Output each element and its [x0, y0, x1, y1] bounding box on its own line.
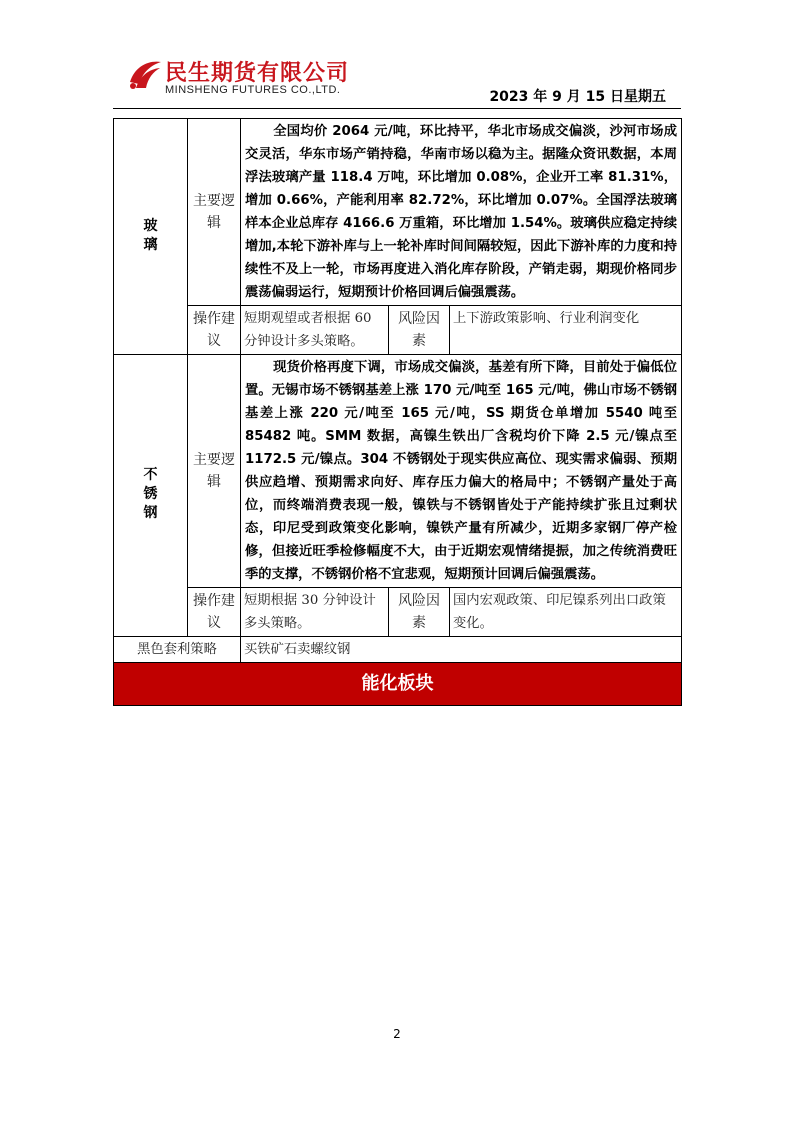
- arbitrage-value: 买铁矿石卖螺纹钢: [241, 637, 682, 663]
- company-logo-icon: [127, 58, 163, 90]
- arbitrage-label: 黑色套利策略: [114, 637, 241, 663]
- logic-text-glass: 全国均价 2064 元/吨，环比持平，华北市场成交偏淡，沙河市场成交灵活，华东市场产销持稳，华南市场以稳为主。据隆众资讯数据，本周浮法玻璃产量 118.4 万吨，环比增加 0.08%，企业开工率 81.31%，增加 0.66%，产能利用率 82.72%，环比增加 0.07%。全国浮法玻璃样本企业总库存 4166.6 万重箱，环比增加 1.54%。玻璃供应稳定持续增加,本轮下游补库与上一轮补库时间间隔较短，因此下游补库的力度和持续性不及上一轮，市场再度进入消化库存阶段，产销走弱，期现价格同步震荡偏弱运行，短期预计价格回调后偏强震荡。: [241, 119, 682, 306]
- logic-text-stainless: 现货价格再度下调，市场成交偏淡，基差有所下降，目前处于偏低位置。无锡市场不锈钢基差上涨 170 元/吨至 165 元/吨，佛山市场不锈钢基差上涨 220 元/吨至 165 元/吨，SS 期货仓单增加 5540 吨至 85482 吨。SMM 数据，高镍生铁出厂含税均价下降 2.5 元/镍点至 1172.5 元/镍点。304 不锈钢处于现实供应高位、现实需求偏弱、预期供应趋增、预期需求向好、库存压力偏大的格局中；不锈钢产量处于高位，而终端消费表现一般，镍铁与不锈钢皆处于产能持续扩张且过剩状态，印尼受到政策变化影响，镍铁产量有所减少，近期多家钢厂停产检修，但接近旺季检修幅度不大，由于近期宏观情绪提振，加之传统消费旺季的支撑，不锈钢价格不宜悲观，短期预计回调后偏强震荡。: [241, 355, 682, 588]
- report-date: 2023 年 9 月 15 日星期五: [489, 89, 666, 105]
- table-row: [114, 355, 682, 588]
- category-label: 玻璃: [143, 217, 158, 253]
- category-label: 不锈钢: [143, 467, 158, 521]
- table-row: [114, 588, 682, 637]
- table-row: [114, 637, 682, 663]
- op-text-stainless: 短期根据 30 分钟设计多头策略。: [241, 588, 389, 637]
- logic-label: 主要逻辑: [188, 355, 241, 588]
- category-cell-stainless: [114, 355, 188, 637]
- table-row: [114, 663, 682, 706]
- strategy-table: [113, 118, 682, 706]
- table-row: [114, 119, 682, 306]
- page-number: 2: [393, 1027, 401, 1041]
- risk-label: 风险因素: [389, 588, 450, 637]
- table-row: [114, 306, 682, 355]
- risk-text-glass: 上下游政策影响、行业利润变化: [450, 306, 682, 355]
- op-label: 操作建议: [188, 588, 241, 637]
- company-name-cn: 民生期货有限公司: [165, 61, 350, 86]
- company-name-en: MINSHENG FUTURES CO.,LTD.: [165, 84, 341, 96]
- header-divider: [113, 108, 681, 109]
- op-text-glass: 短期观望或者根据 60 分钟设计多头策略。: [241, 306, 389, 355]
- logic-label: 主要逻辑: [188, 119, 241, 306]
- risk-text-stainless: 国内宏观政策、印尼镍系列出口政策变化。: [450, 588, 682, 637]
- category-cell-glass: [114, 119, 188, 355]
- section-header-energy-chemical: 能化板块: [114, 663, 682, 706]
- op-label: 操作建议: [188, 306, 241, 355]
- risk-label: 风险因素: [389, 306, 450, 355]
